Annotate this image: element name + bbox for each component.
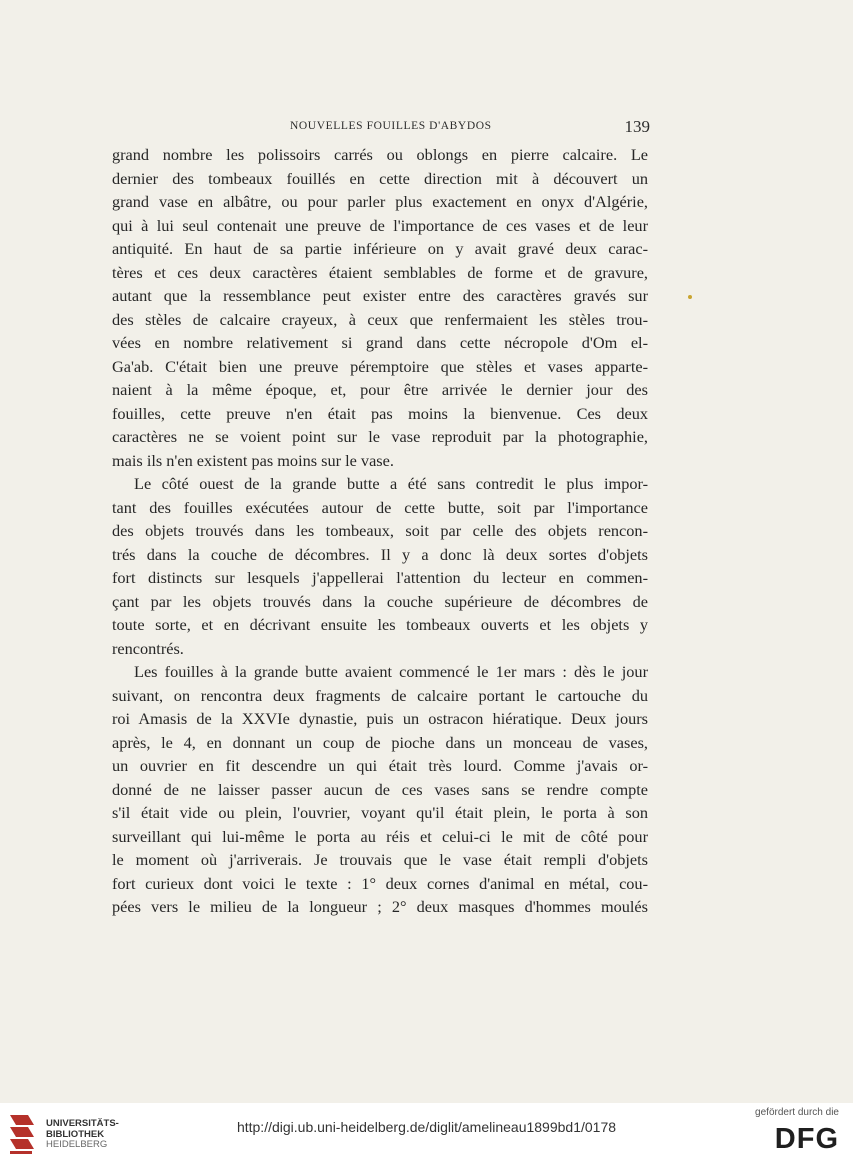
text-line: tant des fouilles exécutées autour de cette butte, soit par l'importance [112, 497, 648, 517]
paragraph-1 [112, 143, 648, 472]
text-line: pées vers le milieu de la longueur ; 2° deux masques d'hommes moulés [112, 897, 648, 916]
text-line: mais ils n'en existent pas moins sur le vase. [112, 450, 394, 470]
text-line: çant par les objets trouvés dans la couche supérieure de décombres de [112, 591, 648, 611]
paragraph-2 [112, 472, 648, 660]
text-line: fort curieux dont voici le texte : 1° deux cornes d'animal en métal, cou- [112, 873, 648, 893]
running-head [112, 117, 650, 137]
text-line: tères et ces deux caractères étaient semblables de forme et de gravure, [112, 262, 648, 282]
library-line-1: UNIVERSITÄTS- [46, 1118, 119, 1129]
text-line: des stèles de calcaire crayeux, à ceux que renfermaient les stèles trou- [112, 309, 648, 329]
permalink-url[interactable]: http://digi.ub.uni-heidelberg.de/diglit/amelineau1899bd1/0178 [236, 1119, 617, 1135]
body-text [112, 143, 648, 919]
text-line: vées en nombre relativement si grand dans cette nécropole d'Om el- [112, 333, 648, 352]
dfg-logo: DFG [774, 1123, 839, 1155]
text-line: le moment où j'arriverais. Je trouvais que le vase était rempli d'objets [112, 850, 648, 869]
text-line: qui à lui seul contenait une preuve de l'importance de ces vases et de leur [112, 215, 648, 235]
text-line: roi Amasis de la XXVIe dynastie, puis un ostracon hiératique. Deux jours [112, 709, 648, 728]
text-line: suivant, on rencontra deux fragments de calcaire portant le cartouche du [112, 685, 648, 705]
footer-bar [0, 1103, 853, 1164]
library-line-2: BIBLIOTHEK [46, 1128, 105, 1140]
text-line: caractères ne se voient point sur le vase reproduit par la photographie, [112, 427, 648, 446]
text-line: après, le 4, en donnant un coup de pioche dans un monceau de vases, [112, 732, 648, 752]
text-line: fouilles, cette preuve n'en était pas moins la bienvenue. Ces deux [112, 403, 648, 423]
text-line: s'il était vide ou plein, l'ouvrier, voyant qu'il était plein, le porta à son [112, 803, 648, 822]
text-line: donné de ne laisser passer aucun de ces vases sans se rendre compte [112, 779, 648, 799]
paragraph-3 [112, 660, 648, 919]
running-title: NOUVELLES FOUILLES D'ABYDOS [290, 120, 492, 132]
page-number: 139 [624, 117, 650, 136]
text-line: antiquité. En haut de sa partie inférieure on y avait gravé deux carac- [112, 239, 648, 258]
text-line: rencontrés. [112, 638, 184, 658]
text-line: Les fouilles à la grande butte avaient commencé le 1er mars : dès le jour [134, 662, 648, 681]
funding-note: gefördert durch die [755, 1107, 839, 1118]
text-line: toute sorte, et en décrivant ensuite les tombeaux ouverts et les objets y [112, 615, 648, 634]
text-line: trés dans la couche de décombres. Il y a donc là deux sortes d'objets [112, 544, 648, 564]
text-line: des objets trouvés dans les tombeaux, soit par celle des objets rencon- [112, 521, 648, 540]
text-line: Le côté ouest de la grande butte a été sans contredit le plus impor- [134, 474, 648, 493]
text-line: surveillant qui lui-même le porta au réis et celui-ci le mit de côté pour [112, 826, 648, 846]
text-line: naient à la même époque, et, pour être arrivée le dernier jour des [112, 380, 648, 399]
margin-dot [688, 295, 692, 299]
text-line: grand vase en albâtre, ou pour parler plus exactement en onyx d'Algérie, [112, 192, 648, 211]
library-line-3: HEIDELBERG [46, 1139, 108, 1150]
text-line: dernier des tombeaux fouillés en cette direction mit à découvert un [112, 168, 648, 188]
text-line: un ouvrier en fit descendre un qui était très lourd. Comme j'avais or- [112, 756, 648, 775]
text-line: autant que la ressemblance peut exister entre des caractères gravés sur [112, 286, 648, 305]
text-line: grand nombre les polissoirs carrés ou oblongs en pierre calcaire. Le [112, 145, 648, 164]
text-line: fort distincts sur lesquels j'appellerai l'attention du lecteur en commen- [112, 568, 648, 587]
text-line: Ga'ab. C'était bien une preuve péremptoire que stèles et vases apparte- [112, 356, 648, 376]
